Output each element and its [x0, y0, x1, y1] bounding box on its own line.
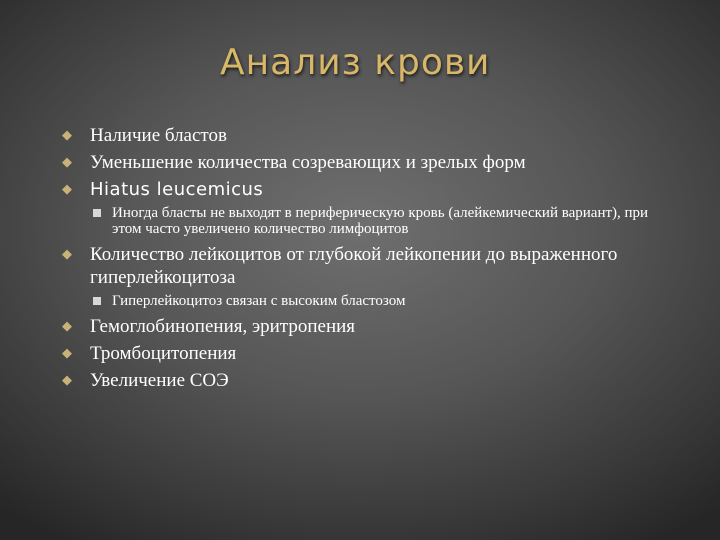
list-item	[60, 243, 680, 309]
list-item	[60, 369, 680, 392]
diamond-bullet-icon: ◆	[62, 345, 72, 360]
list-item	[60, 124, 680, 147]
bullet-text: Наличие бластов	[90, 125, 227, 146]
sub-bullet-list	[90, 293, 680, 309]
diamond-bullet-icon: ◆	[62, 154, 72, 169]
bullet-text: Увеличение СОЭ	[90, 370, 229, 391]
diamond-bullet-icon: ◆	[62, 372, 72, 387]
list-item	[60, 178, 680, 237]
sub-bullet-text: Гиперлейкоцитоз связан с высоким бластозом	[112, 293, 406, 309]
bullet-text: Тромбоцитопения	[90, 343, 237, 364]
sub-list-item	[90, 205, 680, 237]
slide-title: Анализ крови	[220, 42, 491, 83]
diamond-bullet-icon: ◆	[62, 246, 72, 261]
list-item	[60, 315, 680, 338]
bullet-text: Гемоглобинопения, эритропения	[90, 316, 356, 337]
bullet-text: Hiatus leucemicus	[90, 179, 264, 200]
diamond-bullet-icon: ◆	[62, 127, 72, 142]
sub-bullet-text: Иногда бласты не выходят в периферическую кровь (алейкемический вариант), при этом часто увеличено количество лимфоцитов	[112, 205, 649, 237]
list-item	[60, 151, 680, 174]
sub-list-item	[90, 293, 680, 309]
bullet-text: Количество лейкоцитов от глубокой лейкопении до выраженного гиперлейкоцитоза	[90, 244, 618, 288]
list-item	[60, 342, 680, 365]
diamond-bullet-icon: ◆	[62, 181, 72, 196]
sub-bullet-list	[90, 205, 680, 237]
bullet-text: Уменьшение количества созревающих и зрелых форм	[90, 152, 526, 173]
square-bullet-icon	[93, 297, 101, 305]
diamond-bullet-icon: ◆	[62, 318, 72, 333]
bullet-list	[60, 124, 680, 396]
square-bullet-icon	[93, 209, 101, 217]
